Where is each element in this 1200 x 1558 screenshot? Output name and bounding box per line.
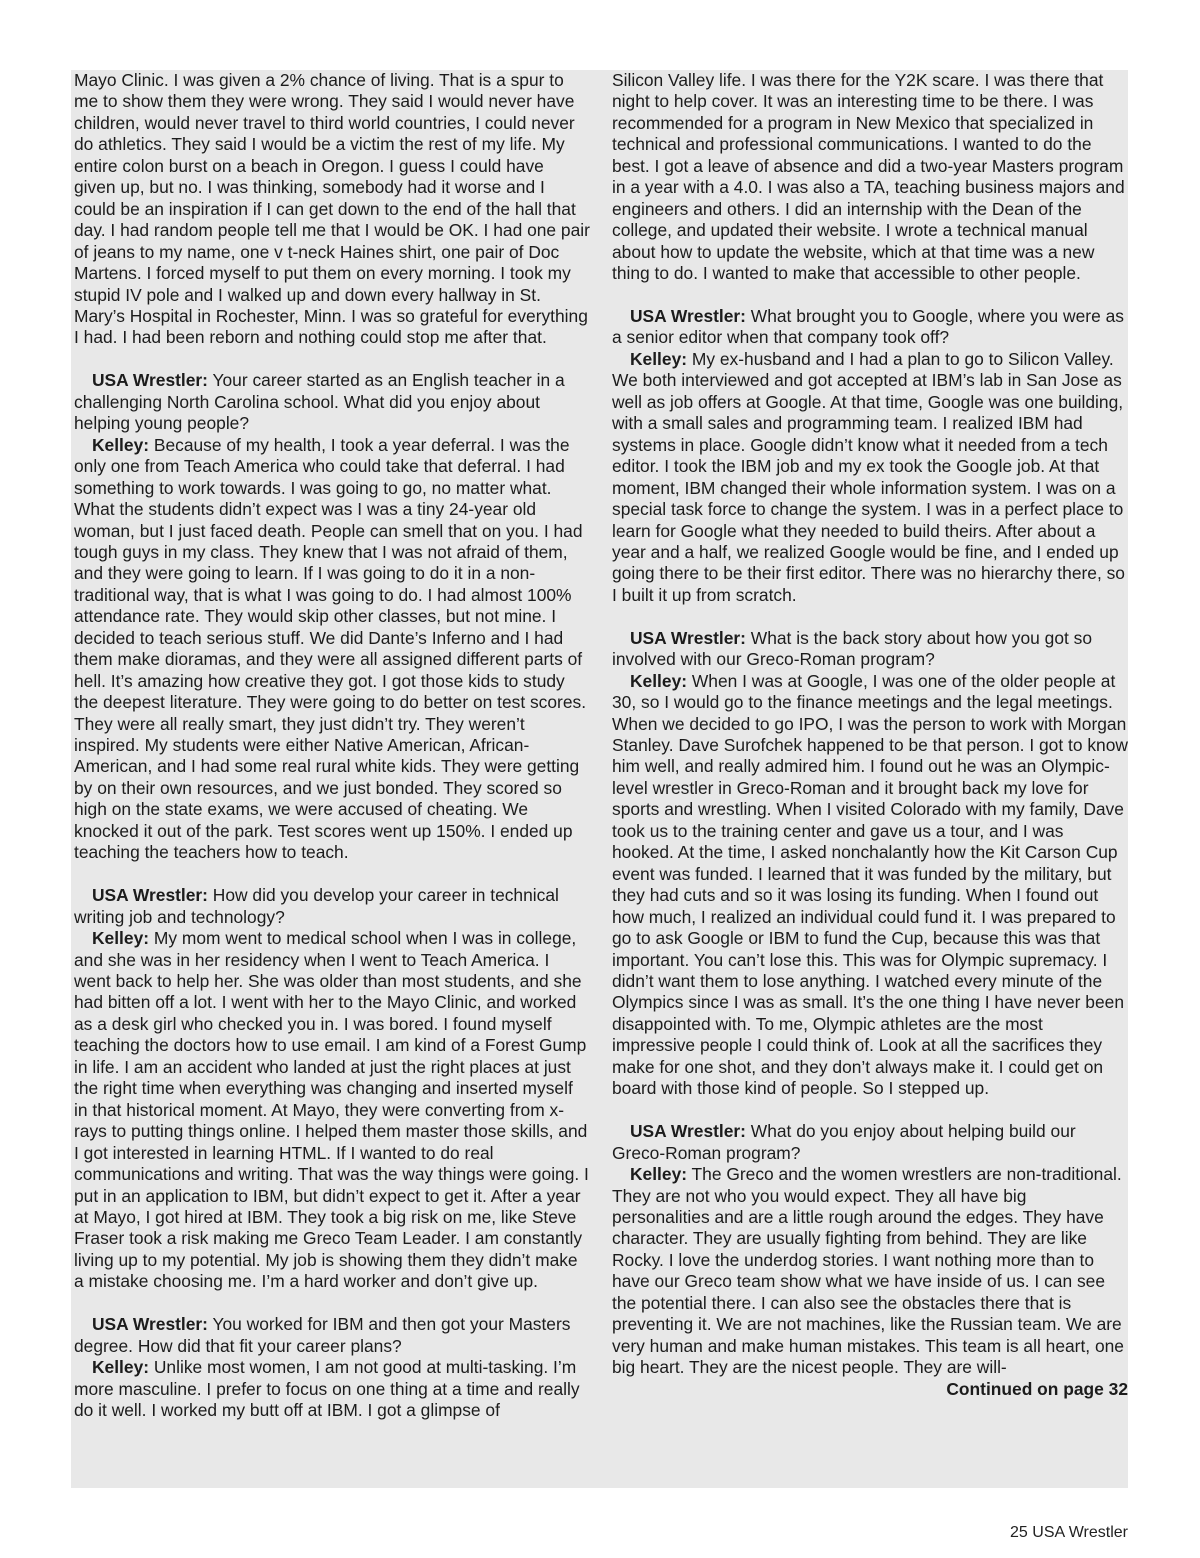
speaker-label: Kelley: — [630, 1164, 688, 1185]
speaker-label: Kelley: — [92, 1357, 150, 1378]
question-text: How did you develop your career in technical writing job and technology? — [74, 885, 559, 927]
question — [74, 1314, 590, 1357]
speaker-label: USA Wrestler: — [630, 305, 746, 326]
left-column — [74, 70, 590, 1422]
question-text: What do you enjoy about helping build our Greco-Roman program? — [612, 1121, 1076, 1163]
question-text: You worked for IBM and then got your Masters degree. How did that fit your career plans? — [74, 1314, 571, 1356]
answer-text: Because of my health, I took a year deferral. I was the only one from Teach America who could take that deferral. I had something to work towards. I was going to go, no matter what. What the students didn’t expect was I was a tiny 24-year old woman, but I just faced death. People can smell that on you. I had tough guys in my class. They knew that I was not afraid of them, and they were going to learn. If I was going to do it in a non-traditional way, that is what I was going to do. I had almost 100% attendance rate. They would skip other classes, but not mine. I decided to teach serious stuff. We did Dante’s Inferno and I had them make dioramas, and they were all assigned different parts of hell. It’s amazing how creative they got. I got those kids to study the deepest literature. They were going to do better on test scores. They were all really smart, they just didn’t try. They weren’t inspired. My students were either Native American, African-American, and I had some real rural white kids. They were getting by on their own resources, and we just bonded. They scored so high on the state exams, we were accused of cheating. We knocked it out of the park. Test scores went up 150%. I ended up teaching the teachers how to teach. — [74, 434, 587, 863]
answer — [612, 1164, 1128, 1379]
answer — [612, 671, 1128, 1100]
answer-text: When I was at Google, I was one of the older people at 30, so I would go to the finance meetings and the legal meetings. When we decided to go IPO, I was the person to work with Morgan Stanley. Dave Surofchek happened to be that person. I got to know him well, and really admired him. I found out he was an Olympic-level wrestler in Greco-Roman and it brought back my love for sports and wrestling. When I visited Colorado with my family, Dave took us to the training center and gave us a tour, and I was hooked. At the time, I asked nonchalantly how the Kit Carson Cup event was funded. I learned that it was funded by the military, but they had cuts and so it was losing its funding. When I found out how much, I realized an individual could fund it. I was prepared to go to ask Google or IBM to fund the Cup, because this was that important. You can’t lose this. This was for Olympic supremacy. I didn’t want them to lose anything. I watched every minute of the Olympics since I was as small. It’s the one thing I have never been disappointed with. To me, Olympic athletes are the most impressive people I could think of. Look at all the sacrifices they make for one shot, and they don’t always make it. I could get on board with those kind of people. So I stepped up. — [612, 670, 1128, 1099]
question — [74, 370, 590, 434]
page-folio: 25 USA Wrestler — [1010, 1524, 1128, 1541]
speaker-label: USA Wrestler: — [92, 1314, 208, 1335]
speaker-label: USA Wrestler: — [630, 627, 746, 648]
answer-text: Unlike most women, I am not good at multi-tasking. I’m more masculine. I prefer to focus on one thing at a time and really do it well. I worked my butt off at IBM. I got a glimpse of — [74, 1357, 580, 1421]
speaker-label: Kelley: — [630, 670, 688, 691]
question-text: What is the back story about how you got so involved with our Greco-Roman program? — [612, 627, 1093, 670]
speaker-label: Kelley: — [630, 348, 688, 369]
question — [612, 306, 1128, 349]
speaker-label: Kelley: — [92, 434, 150, 455]
answer-text: The Greco and the women wrestlers are non-traditional. They are not who you would expect. They all have big personalities and are a little rough around the edges. They have character. They are usually fighting from behind. They are like Rocky. I love the underdog stories. I want nothing more than to have our Greco team show what we have inside of us. I can see the potential there. I can also see the obstacles there that is preventing it. We are not machines, like the Russian team. We are very human and make human mistakes. This team is all heart, one big heart. They are the nicest people. They are will- — [612, 1164, 1124, 1378]
question — [612, 1121, 1128, 1164]
speaker-label: USA Wrestler: — [630, 1121, 746, 1142]
answer-text: My mom went to medical school when I was in college, and she was in her residency when I went to Teach America. I went back to help her. She was older than most students, and she had bitten off a lot. I went with her to the Mayo Clinic, and worked as a desk girl who checked you in. I was bored. I found myself teaching the doctors how to use email. I am kind of a Forest Gump in life. I am an accident who landed at just the right places at just the right time when everything was changing and inserted myself in that historical moment. At Mayo, they were converting from x-rays to putting things online. I helped them master those skills, and I got interested in learning HTML. If I wanted to do real communications and writing. That was the way things were going. I put in an application to IBM, but didn’t expect to get it. After a year at Mayo, I got hired at IBM. They took a big risk on me, like Steve Fraser took a risk making me Greco Team Leader. I am constantly living up to my potential. My job is showing them they didn’t make a mistake choosing me. I’m a hard worker and don’t give up. — [74, 928, 589, 1292]
paragraph: Silicon Valley life. I was there for the Y2K scare. I was there that night to help cover. It was an interesting time to be there. I was recommended for a program in New Mexico that specialized in technical and professional communications. I wanted to do the best. I got a leave of absence and did a two-year Masters program in a year with a 4.0. I was also a TA, teaching business majors and engineers and others. I did an internship with the Dean of the college, and updated their website. I wrote a technical manual about how to update the website, which at that time was a new thing to do. I wanted to make that accessible to other people. — [612, 70, 1125, 284]
question — [74, 885, 590, 928]
speaker-label: Kelley: — [92, 928, 150, 949]
question-text: Your career started as an English teacher in a challenging North Carolina school. What did you enjoy about helping young people? — [74, 370, 565, 434]
speaker-label: USA Wrestler: — [92, 885, 208, 906]
answer — [74, 1357, 590, 1421]
answer — [74, 928, 590, 1293]
answer-text: My ex-husband and I had a plan to go to Silicon Valley. We both interviewed and got accepted at IBM’s lab in San Jose as well as job offers at Google. At that time, Google was one building, with a small sales and programming team. I realized IBM had systems in place. Google didn’t know what it needed from a tech editor. I took the IBM job and my ex took the Google job. At that moment, IBM changed their whole information system. I was on a special task force to change the system. I was in a perfect place to learn for Google what they needed to build theirs. After about a year and a half, we realized Google would be fine, and I ended up going there to be their first editor. There was no hierarchy there, so I built it up from scratch. — [612, 348, 1125, 605]
right-column — [612, 70, 1128, 1400]
answer — [74, 435, 590, 864]
continued-on-page-link: Continued on page 32 — [946, 1378, 1128, 1399]
answer — [612, 349, 1128, 606]
question — [612, 628, 1128, 671]
question-text: What brought you to Google, where you were as a senior editor when that company took off? — [612, 305, 1124, 348]
speaker-label: USA Wrestler: — [92, 370, 208, 391]
paragraph: Mayo Clinic. I was given a 2% chance of living. That is a spur to me to show them they were wrong. They said I would never have children, would never travel to third world countries, I could never do athletics. They said I would be a victim the rest of my life. My entire colon burst on a beach in Oregon. I guess I could have given up, but no. I was thinking, somebody had it worse and I could be an inspiration if I can get down to the end of the hall that day. I had random people tell me that I would be OK. I had one pair of jeans to my name, one v t-neck Haines shirt, one pair of Doc Martens. I forced myself to put them on every morning. I took my stupid IV pole and I walked up and down every hallway in St. Mary’s Hospital in Rochester, Minn. I was so grateful for everything I had. I had been reborn and nothing could stop me after that. — [74, 70, 590, 348]
